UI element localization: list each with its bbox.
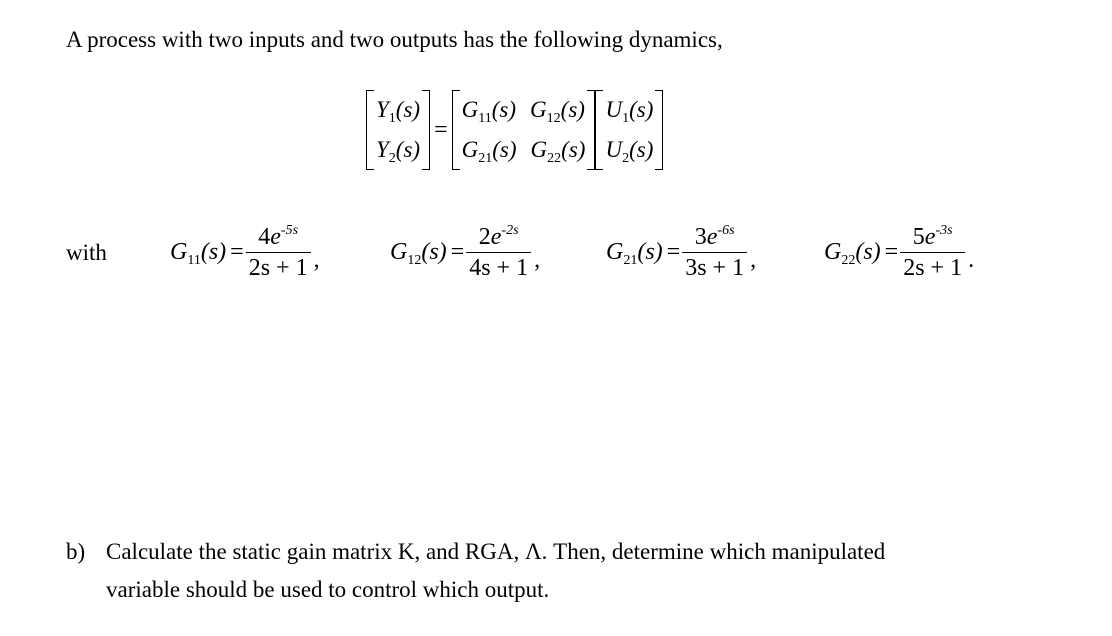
output-vector	[366, 90, 430, 170]
tf-g11-denominator: 2s + 1	[248, 254, 308, 281]
tf-g22-delay: -3s	[935, 222, 953, 238]
g21-entry: $G_{21}(s)$	[461, 137, 517, 166]
question-label: b)	[66, 539, 86, 564]
tf-g11-fraction: $\frac{4e^{-5s}}{2s + 1}$	[246, 222, 311, 283]
tf-g12-name: $G_{12}(s)$	[390, 238, 447, 268]
tf-g21-delay: -6s	[717, 222, 735, 238]
tf-g12-denominator: 4s + 1	[469, 254, 529, 281]
tf-g12-delay: -2s	[501, 222, 519, 238]
y2-entry: $Y_2(s)$	[376, 137, 421, 166]
tf-g22-fraction: $\frac{5e^{-3s}}{2s + 1}$	[900, 222, 965, 283]
tf-g11-name: $G_{11}(s)$	[170, 238, 227, 268]
question-line-2: variable should be used to control which output.	[106, 577, 550, 602]
tf-g21: $G_{21}(s)$ = $\frac{3e^{-6s}}{3s + 1}$ ,	[606, 222, 757, 281]
tf-g21-gain: 3	[694, 223, 707, 250]
y1-entry: $Y_1(s)$	[376, 97, 421, 126]
g22-entry: $G_{22}(s)$	[530, 137, 586, 166]
tf-g21-name: $G_{21}(s)$	[606, 238, 663, 268]
tf-g22: $G_{22}(s)$ = $\frac{5e^{-3s}}{2s + 1}$ .	[824, 222, 975, 281]
tf-g11-delay: -5s	[280, 222, 299, 238]
g12-entry: $G_{12}(s)$	[530, 97, 585, 126]
tf-g22-name: $G_{22}(s)$	[824, 238, 881, 268]
u2-entry: $U_2(s)$	[605, 137, 654, 166]
matrix-equation	[366, 88, 663, 172]
input-vector	[595, 90, 663, 170]
u1-entry: $U_1(s)$	[605, 97, 654, 126]
tf-g21-fraction: $\frac{3e^{-6s}}{3s + 1}$	[682, 222, 747, 283]
tf-g22-denominator: 2s + 1	[903, 254, 963, 281]
tf-g11-gain: 4	[258, 223, 271, 250]
tf-g12: $G_{12}(s)$ = $\frac{2e^{-2s}}{4s + 1}$ ,	[390, 222, 541, 281]
tf-g21-denominator: 3s + 1	[685, 254, 745, 281]
transfer-matrix	[452, 90, 596, 170]
g11-entry: $G_{11}(s)$	[461, 97, 517, 126]
intro-text: A process with two inputs and two outputs has the following dynamics,	[66, 27, 723, 52]
tf-g11: $G_{11}(s)$ = $\frac{4e^{-5s}}{2s + 1}$ ,	[170, 222, 320, 281]
tf-g22-gain: 5	[912, 223, 925, 250]
question-b	[66, 533, 1062, 609]
tf-g12-gain: 2	[478, 223, 491, 250]
with-label: with	[66, 240, 107, 265]
tf-g12-fraction: $\frac{2e^{-2s}}{4s + 1}$	[466, 222, 531, 283]
matrix-equals: =	[434, 116, 448, 143]
question-line-1: Calculate the static gain matrix K, and RGA, Λ. Then, determine which manipulated	[106, 539, 886, 564]
